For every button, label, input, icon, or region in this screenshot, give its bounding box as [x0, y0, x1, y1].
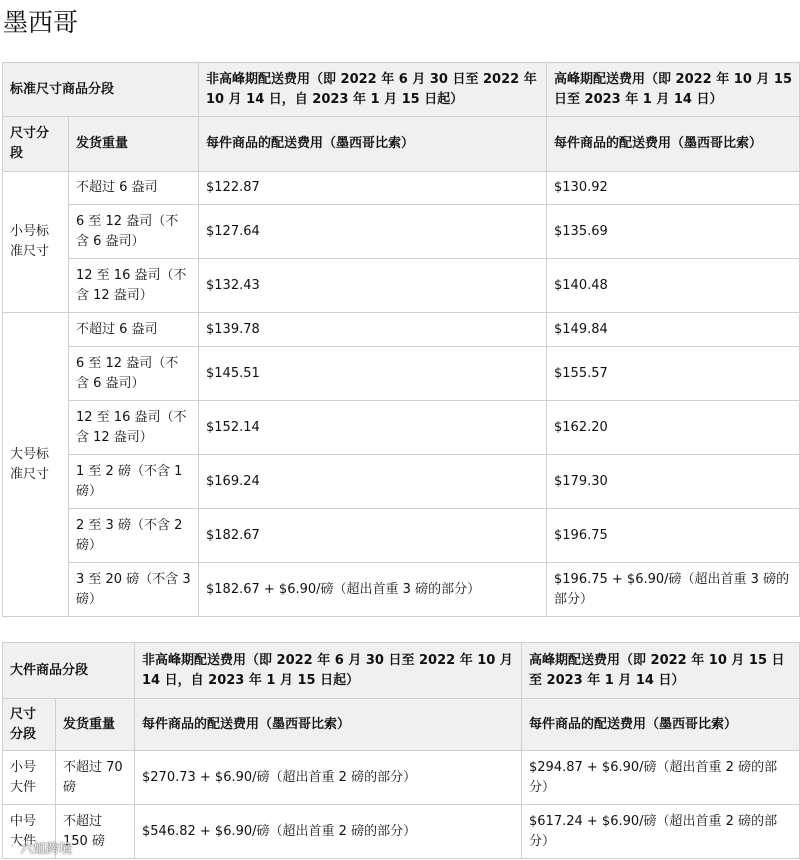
weight-cell: 12 至 16 盎司（不含 12 盎司）	[69, 259, 199, 313]
subheader-peak: 每件商品的配送费用（墨西哥比索）	[522, 699, 800, 751]
size-cell: 中号大件	[3, 805, 56, 859]
offpeak-fee-cell: $139.78	[199, 313, 547, 347]
offpeak-fee-cell: $152.14	[199, 401, 547, 455]
weight-cell: 12 至 16 盎司（不含 12 盎司）	[69, 401, 199, 455]
offpeak-fee-cell: $182.67 + $6.90/磅（超出首重 3 磅的部分）	[199, 563, 547, 617]
offpeak-fee-cell: $169.24	[199, 455, 547, 509]
peak-fee-cell: $617.24 + $6.90/磅（超出首重 2 磅的部分）	[522, 805, 800, 859]
peak-fee-cell: $196.75 + $6.90/磅（超出首重 3 磅的部分）	[547, 563, 800, 617]
header-peak: 高峰期配送费用（即 2022 年 10 月 15 日至 2023 年 1 月 14 日）	[522, 643, 800, 699]
offpeak-fee-cell: $122.87	[199, 172, 547, 205]
peak-fee-cell: $196.75	[547, 509, 800, 563]
weight-cell: 不超过 70 磅	[56, 751, 135, 805]
offpeak-fee-cell: $546.82 + $6.90/磅（超出首重 2 磅的部分）	[135, 805, 522, 859]
weight-cell: 1 至 2 磅（不含 1 磅）	[69, 455, 199, 509]
subheader-size: 尺寸分段	[3, 699, 56, 751]
header-segment: 标准尺寸商品分段	[3, 63, 199, 117]
large-item-fee-table	[2, 642, 800, 859]
table-row	[3, 751, 800, 805]
subheader-size: 尺寸分段	[3, 117, 69, 172]
table-row	[3, 259, 800, 313]
table-row	[3, 563, 800, 617]
offpeak-fee-cell: $132.43	[199, 259, 547, 313]
table-row	[3, 455, 800, 509]
subheader-offpeak: 每件商品的配送费用（墨西哥比索）	[135, 699, 522, 751]
peak-fee-cell: $130.92	[547, 172, 800, 205]
standard-size-fee-table	[2, 62, 800, 617]
table-row	[3, 805, 800, 859]
offpeak-fee-cell: $182.67	[199, 509, 547, 563]
weight-cell: 3 至 20 磅（不含 3 磅）	[69, 563, 199, 617]
peak-fee-cell: $162.20	[547, 401, 800, 455]
table-row	[3, 401, 800, 455]
header-segment: 大件商品分段	[3, 643, 135, 699]
table-row	[3, 347, 800, 401]
peak-fee-cell: $135.69	[547, 205, 800, 259]
offpeak-fee-cell: $127.64	[199, 205, 547, 259]
table-row	[3, 313, 800, 347]
header-peak: 高峰期配送费用（即 2022 年 10 月 15 日至 2023 年 1 月 14 日）	[547, 63, 800, 117]
peak-fee-cell: $140.48	[547, 259, 800, 313]
camera-icon	[4, 841, 17, 854]
weight-cell: 不超过 6 盎司	[69, 313, 199, 347]
group-small-standard: 小号标准尺寸	[3, 172, 69, 313]
peak-fee-cell: $179.30	[547, 455, 800, 509]
watermark-text: 六姐跨境	[20, 842, 73, 857]
table-row	[3, 205, 800, 259]
subheader-weight: 发货重量	[69, 117, 199, 172]
offpeak-fee-cell: $270.73 + $6.90/磅（超出首重 2 磅的部分）	[135, 751, 522, 805]
group-large-standard: 大号标准尺寸	[3, 313, 69, 617]
size-cell: 小号大件	[3, 751, 56, 805]
header-offpeak: 非高峰期配送费用（即 2022 年 6 月 30 日至 2022 年 10 月 14 日，自 2023 年 1 月 15 日起）	[135, 643, 522, 699]
table-row	[3, 509, 800, 563]
peak-fee-cell: $294.87 + $6.90/磅（超出首重 2 磅的部分）	[522, 751, 800, 805]
peak-fee-cell: $149.84	[547, 313, 800, 347]
header-offpeak: 非高峰期配送费用（即 2022 年 6 月 30 日至 2022 年 10 月 14 日，自 2023 年 1 月 15 日起）	[199, 63, 547, 117]
subheader-peak: 每件商品的配送费用（墨西哥比索）	[547, 117, 800, 172]
weight-cell: 不超过 6 盎司	[69, 172, 199, 205]
peak-fee-cell: $155.57	[547, 347, 800, 401]
offpeak-fee-cell: $145.51	[199, 347, 547, 401]
subheader-offpeak: 每件商品的配送费用（墨西哥比索）	[199, 117, 547, 172]
table-row	[3, 172, 800, 205]
page-title: 墨西哥	[3, 8, 79, 37]
weight-cell: 2 至 3 磅（不含 2 磅）	[69, 509, 199, 563]
weight-cell: 6 至 12 盎司（不含 6 盎司）	[69, 347, 199, 401]
weight-cell: 6 至 12 盎司（不含 6 盎司）	[69, 205, 199, 259]
weight-cell: 不超过 150 磅	[56, 805, 135, 859]
subheader-weight: 发货重量	[56, 699, 135, 751]
watermark	[4, 838, 72, 857]
